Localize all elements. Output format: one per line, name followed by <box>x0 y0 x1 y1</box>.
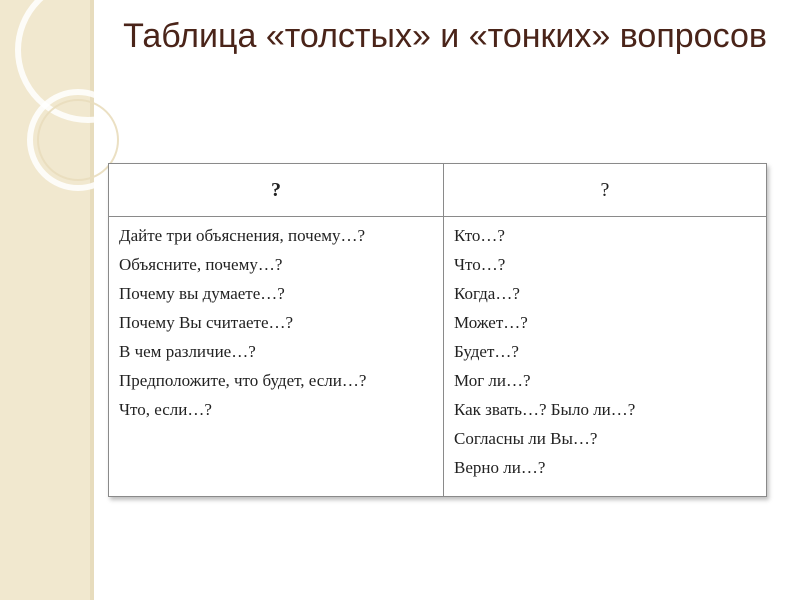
thin-questions-cell <box>444 217 767 497</box>
list-item: Мог ли…? <box>454 371 531 390</box>
list-item: Объясните, почему…? <box>119 255 283 274</box>
list-item: Как звать…? Было ли…? <box>454 400 636 419</box>
list-item: Почему Вы считаете…? <box>119 313 294 332</box>
list-item: Дайте три объяснения, почему…? <box>119 226 366 245</box>
questions-table <box>108 163 767 497</box>
list-item: Предположите, что будет, если…? <box>119 371 367 390</box>
list-item: Кто…? <box>454 226 505 245</box>
table-row <box>109 217 767 497</box>
list-item: Верно ли…? <box>454 458 546 477</box>
list-item: Согласны ли Вы…? <box>454 429 598 448</box>
list-item: В чем различие…? <box>119 342 256 361</box>
list-item: Что…? <box>454 255 506 274</box>
list-item: Когда…? <box>454 284 520 303</box>
list-item: Почему вы думаете…? <box>119 284 285 303</box>
header-thin-questions: ? <box>444 164 767 217</box>
list-item: Что, если…? <box>119 400 212 419</box>
table-header-row <box>109 164 767 217</box>
list-item: Может…? <box>454 313 528 332</box>
list-item: Будет…? <box>454 342 519 361</box>
thick-questions-cell <box>109 217 444 497</box>
slide-title: Таблица «толстых» и «тонких» вопросов <box>123 17 767 55</box>
header-thick-questions: ? <box>109 164 444 217</box>
